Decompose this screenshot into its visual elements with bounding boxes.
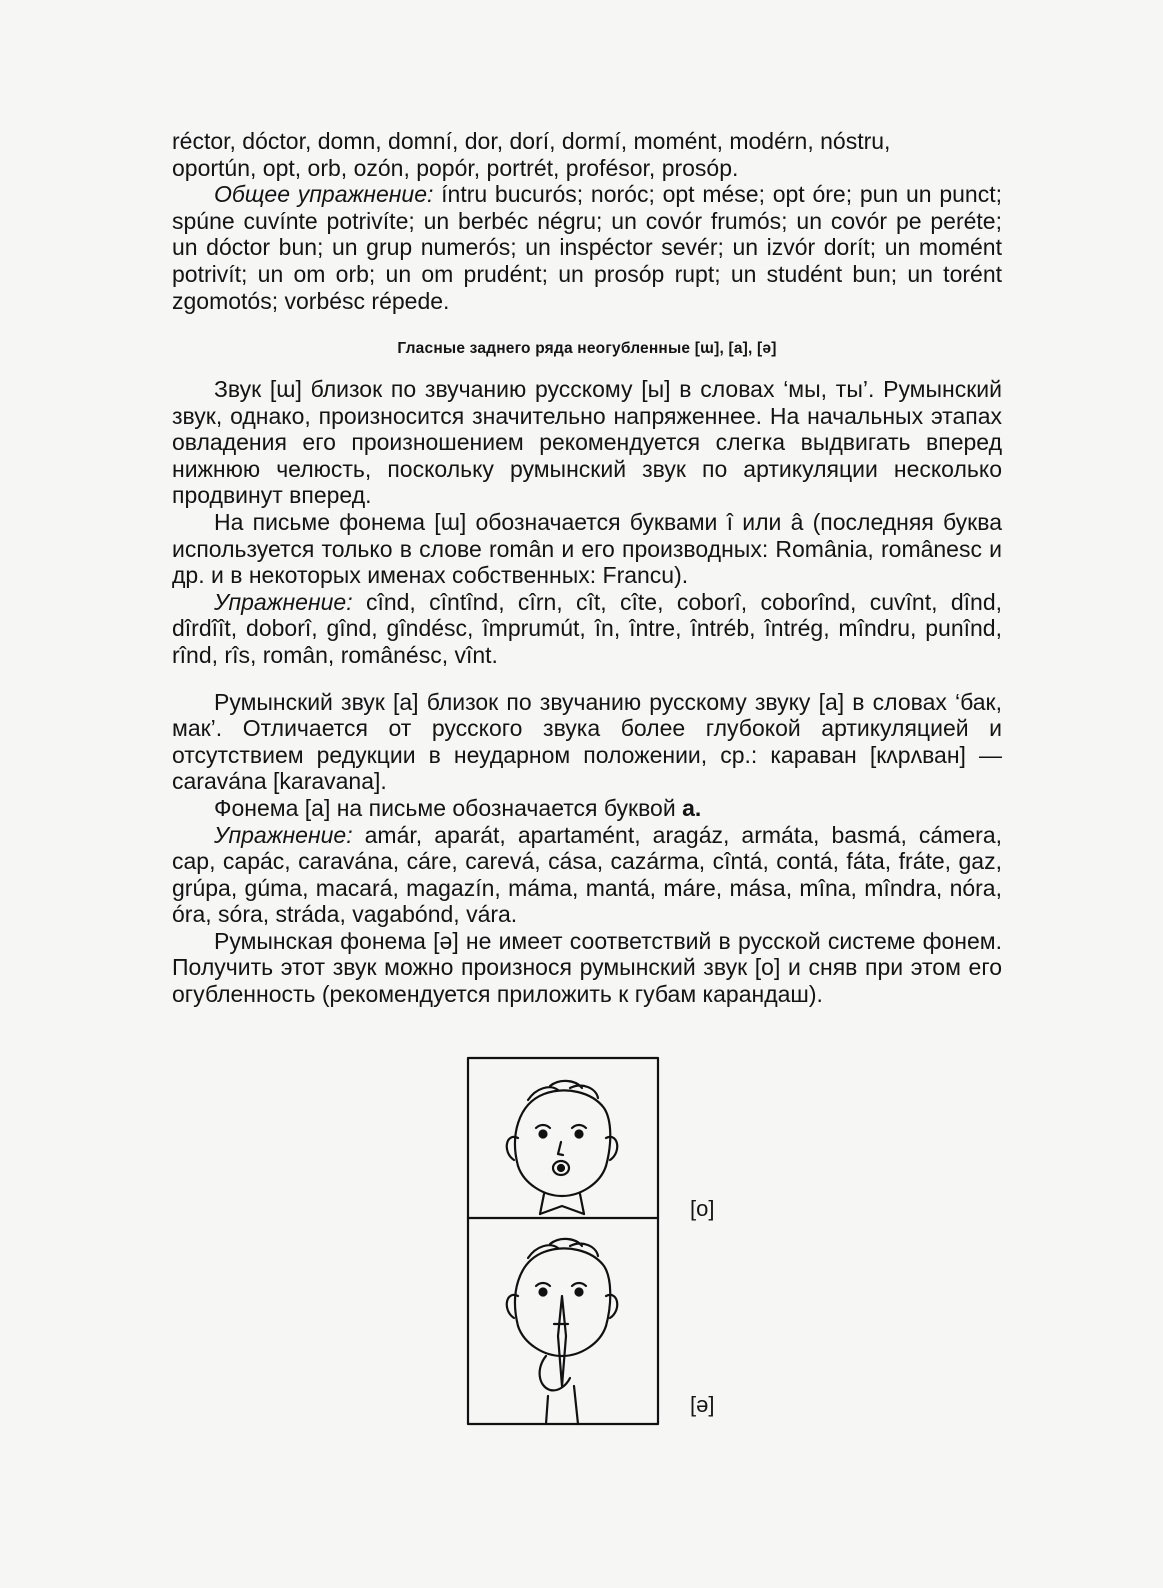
face-with-pencil-icon	[507, 1239, 617, 1424]
section-1-paragraph-1: Звук [ɯ] близок по звучанию русскому [ы] в словах ‘мы, ты’. Румынский звук, однако, произносится значительно напряженнее. На начальных этапах овладения его произношением рекомендуется слегка выдвигать вперед нижнюю челюсть, поскольку румынский звук по артикуляции несколько продвинут вперед.	[172, 376, 1002, 509]
articulation-figure	[466, 1056, 664, 1428]
face-illustration	[466, 1056, 664, 1428]
section-2-paragraph-1: Румынский звук [a] близок по звучанию русскому звуку [a] в словах ‘бак, мак’. Отличается от русского звука более глубокой артикуляцией и отсутствием редукции в неударном положении, ср.: караван [кʌрʌван] — caravána [karavana].	[172, 688, 1002, 795]
section-2-paragraph-4: Румынская фонема [ə] не имеет соответствий в русской системе фонем. Получить этот звук можно произнося румынский звук [о] и сняв при этом его огубленность (рекомендуется приложить к губам карандаш).	[172, 927, 1002, 1008]
intro-text	[172, 128, 1002, 314]
letter-a: a.	[682, 794, 702, 821]
face-rounded-lips-icon	[507, 1081, 617, 1214]
exercise-label-2: Упражнение:	[214, 821, 353, 848]
general-exercise-label: Общее упражнение:	[214, 181, 434, 208]
section-2-paragraph-2	[172, 795, 1002, 822]
section-heading: Гласные заднего ряда неогубленные [ɯ], [a], [ə]	[397, 340, 777, 357]
word-list-line-1: réctor, dóctor, domn, domní, dor, dorí, dormí, momént, modérn, nóstru,	[172, 128, 891, 154]
section-1-exercise	[172, 589, 1002, 669]
word-list-line-2: oportún, opt, orb, ozón, popór, portrét, profésor, prosóp.	[172, 154, 739, 181]
section-2-paragraph-2-text: Фонема [a] на письме обозначается буквой	[214, 794, 683, 821]
section-2-exercise	[172, 822, 1002, 928]
general-exercise-text: íntru bucurós; noróc; opt mése; opt óre; pun un punct; spúne cuvínte potrivíte; un berbéc négru; un covór frumós; un covór pe peréte; un dóctor bun; un grup numerós; un inspéctor sevér; un izvór dorít; un momént potrivít; un om orb; un om prudént; un prosóp rupt; un studént bun; un torént zgomotós; vorbésc répede.	[172, 181, 1002, 314]
exercise-text-2: amár, aparát, apartamént, aragáz, armáta, basmá, cámera, cap, capác, caravána, cáre, carevá, cása, cazárma, cîntá, contá, fáta, fráte, gaz, grúpa, gúma, macará, magazín, máma, mantá, máre, mása, mîna, mîndra, nóra, óra, sóra, stráda, vagabónd, vára.	[172, 821, 1002, 928]
label-schwa: [ə]	[690, 1392, 715, 1417]
exercise-text: cînd, cîntînd, cîrn, cît, cîte, coborî, coborînd, cuvînt, dînd, dîrdîît, doborî, gînd, gîndésc, împrumút, în, între, întréb, întrég, mîndru, punînd, rînd, rîs, român, românésc, vînt.	[172, 588, 1002, 668]
label-o: [o]	[690, 1196, 715, 1221]
section-1-text	[172, 376, 1002, 1008]
section-1-paragraph-2: На письме фонема [ɯ] обозначается буквами î или â (последняя буква используется только в слове român и его производных: România, românesc и др. и в некоторых именах собственных: Francu).	[172, 508, 1002, 589]
exercise-label: Упражнение:	[214, 588, 353, 615]
general-exercise-paragraph	[172, 181, 1002, 314]
